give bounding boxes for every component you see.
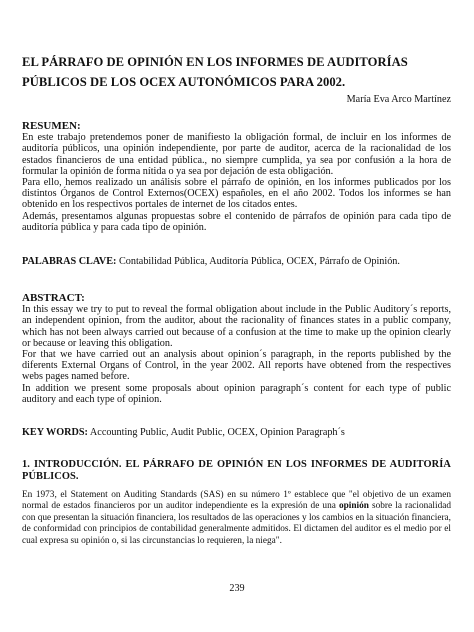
palabras-clave-label: PALABRAS CLAVE: <box>22 256 117 267</box>
abstract-heading: ABSTRACT: <box>22 292 85 304</box>
palabras-clave-text: Contabilidad Pública, Auditoría Pública, OCEX, Párrafo de Opinión. <box>116 256 400 267</box>
introduction-section <box>22 459 451 547</box>
palabras-clave <box>22 256 451 268</box>
section-1-title: 1. INTRODUCCIÓN. EL PÁRRAFO DE OPINIÓN EN LOS INFORMES DE AUDITORÍA PÚBLICOS. <box>22 459 451 482</box>
section-1-text-start: En 1973, el Statement on Auditing Standards (SAS) en su número 1º establece que "el objetivo de un examen normal de estados financieros por un auditor independiente es la expresión de una <box>22 490 451 512</box>
key-words-text: Accounting Public, Audit Public, OCEX, Opinion Paragraph´s <box>87 427 345 438</box>
resumen-heading: RESUMEN: <box>22 120 81 132</box>
page-number: 239 <box>229 583 245 594</box>
resumen-section <box>22 121 451 233</box>
abstract-paragraph-1: In this essay we try to put to reveal the formal obligation about include in the Public Auditory´s reports, an independent opinion, from the auditor, about the racionality of finances states in a public company, which has not been always carried out because of a confusion at the time to make up the opinion clearly or because or leaving this obligation. <box>22 304 451 349</box>
resumen-paragraph-2: Para ello, hemos realizado un análisis sobre el párrafo de opinión, en los informes publicados por los distintos Órganos de Control Externos(OCEX) españoles, en el año 2002. Todos los informes se han obtenido en los respectivos portales de internet de los citados entes. <box>22 177 451 211</box>
resumen-paragraph-1: En este trabajo pretendemos poner de manifiesto la obligación formal, de incluir en los informes de auditoría públicos, una opinión independiente, por parte de auditor, acerca de la racionalidad de los estados financieros de una entidad pública., no siempre cumplida, ya sea por confusión a la hora de formular la opinión de forma nítida o ya sea por dejación de esta obligación. <box>22 132 451 177</box>
key-words <box>22 427 451 439</box>
section-1-text-end: sobre la racionalidad con que presentan la situación financiera, los resultados de las operaciones y los cambios en la situación financiera, de conformidad con principios de contabilidad generalmente admitidos. El dictamen del auditor es el medio por el cual expresa su opinión o, si las circunstancias lo requieren, la niega". <box>22 501 451 546</box>
abstract-paragraph-2: For that we have carried out an analysis about opinion´s paragraph, in the reports published by the diferents External Organs of Control, in the year 2002. All reports have obtened from the respectives webs pages named before. <box>22 349 451 383</box>
section-1-paragraph <box>22 490 451 547</box>
section-1-bold-word: opinión <box>338 501 369 512</box>
abstract-paragraph-3: In addition we present some proposals about opinion paragraph´s content for each type of public auditory and each type of opinion. <box>22 382 451 405</box>
paper-title: EL PÁRRAFO DE OPINIÓN EN LOS INFORMES DE AUDITORÍAS PÚBLICOS DE LOS OCEX AUTONÓMICOS PARA 2002. <box>22 55 408 89</box>
author-name: María Eva Arco Martínez <box>346 94 451 105</box>
key-words-label: KEY WORDS: <box>22 427 88 438</box>
abstract-section <box>22 293 451 405</box>
resumen-paragraph-3: Además, presentamos algunas propuestas sobre el contenido de párrafos de opinión para cada tipo de auditoría pública y para cada tipo de opinión. <box>22 210 451 233</box>
